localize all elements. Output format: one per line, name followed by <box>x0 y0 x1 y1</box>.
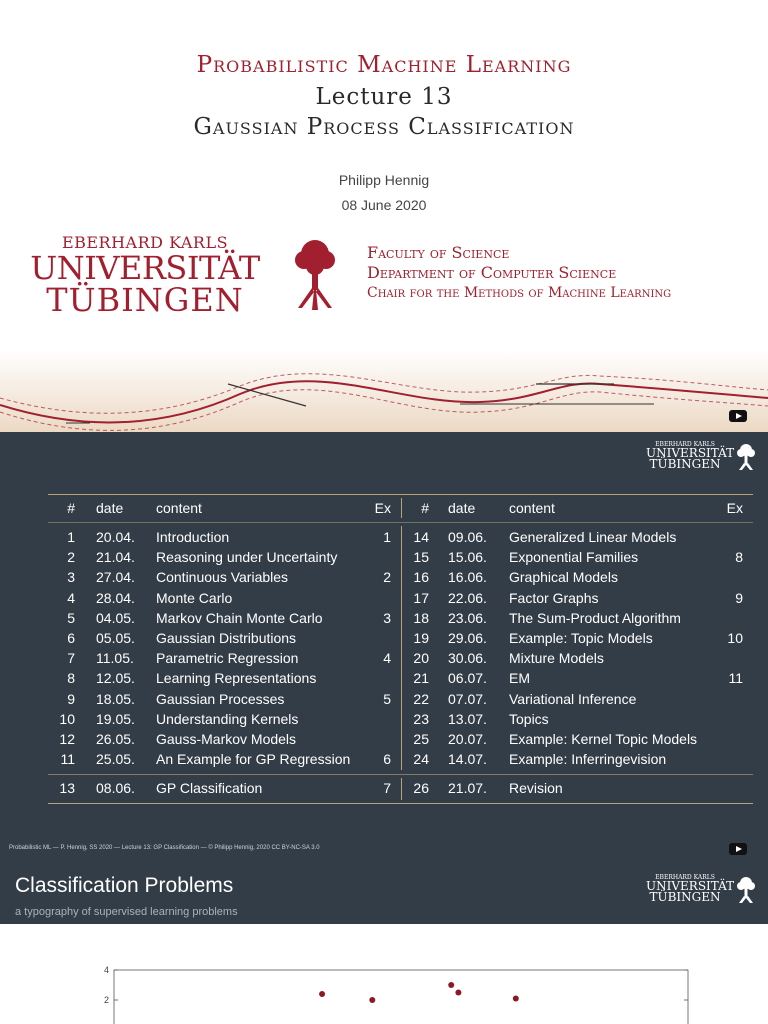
cell-date: 23.06. <box>448 609 487 626</box>
y-tick-label: 4 <box>103 965 109 975</box>
author-name: Philipp Hennig <box>338 172 430 188</box>
cell-date: 12.05. <box>96 670 135 687</box>
slide-title: Classification Problems <box>15 874 234 897</box>
cell-content: Generalized Linear Models <box>509 529 677 545</box>
cell-num: # <box>67 500 75 516</box>
cell-ex: 3 <box>383 609 391 626</box>
cell-num: 23 <box>413 710 429 727</box>
lecture-number: Lecture 13 <box>315 84 453 110</box>
cell-date: 14.07. <box>448 751 487 768</box>
cell-date: 20.04. <box>96 529 135 545</box>
cell-ex: 1 <box>383 529 391 545</box>
cell-date: 16.06. <box>448 569 487 586</box>
course-title: Probabilistic Machine Learning <box>196 52 572 78</box>
cell-content: content <box>509 500 555 516</box>
cell-ex: 11 <box>728 670 743 687</box>
cell-content: Example: Inferringevision <box>509 751 667 768</box>
cell-date: 06.07. <box>448 670 487 687</box>
cell-content: Example: Topic Models <box>509 630 653 646</box>
cell-content: Reasoning under Uncertainty <box>156 549 338 566</box>
cell-content: An Example for GP Regression <box>156 751 351 768</box>
cell-ex: 8 <box>735 549 743 566</box>
cell-num: 7 <box>67 650 75 667</box>
cell-content: Topics <box>509 710 549 727</box>
cell-content: Example: Kernel Topic Models <box>509 731 698 747</box>
university-line3: TÜBINGEN <box>46 281 244 319</box>
cell-date: 08.06. <box>96 780 135 796</box>
tree-logo-icon <box>736 443 756 471</box>
cell-content: EM <box>509 670 530 687</box>
gp-decoration-graphic <box>0 350 768 432</box>
cell-num: 9 <box>67 690 75 707</box>
cell-date: 21.07. <box>448 780 487 796</box>
scatter-point <box>455 990 461 996</box>
cell-content: Monte Carlo <box>156 589 233 606</box>
cell-date: 04.05. <box>96 609 135 626</box>
cell-num: 3 <box>67 569 75 586</box>
cell-date: 15.06. <box>448 549 487 566</box>
cell-num: 14 <box>413 529 429 545</box>
mini-logo-line3: TÜBINGEN <box>649 890 721 904</box>
cell-date: 29.06. <box>448 630 487 646</box>
cell-content: Gaussian Processes <box>156 690 285 707</box>
cell-ex: 7 <box>383 780 391 796</box>
department-name: Department of Computer Science <box>367 263 617 282</box>
cell-content: Understanding Kernels <box>156 710 299 727</box>
slide-subtitle: a typography of supervised learning problems <box>15 906 238 918</box>
cell-date: 28.04. <box>96 589 135 606</box>
slide-header <box>0 864 768 924</box>
cell-date: 22.06. <box>448 589 487 606</box>
lecture-date: 08 June 2020 <box>341 197 427 213</box>
table-last-row-rule <box>48 774 753 775</box>
cell-num: 6 <box>67 630 75 646</box>
cell-num: 22 <box>413 690 429 707</box>
university-logo <box>30 233 260 319</box>
cell-date: 09.06. <box>448 529 487 545</box>
slide-footer: Probabilistic ML — P. Hennig, SS 2020 — Lecture 13: GP Classification — © Philipp Hennig, 2020 CC BY-NC-SA 3.0 <box>9 845 320 851</box>
cell-ex: 4 <box>383 650 391 667</box>
cell-num: 20 <box>413 650 429 667</box>
cell-ex: 10 <box>727 630 743 646</box>
cell-date: 25.05. <box>96 751 135 768</box>
cell-content: Exponential Families <box>509 549 639 566</box>
university-line1: EBERHARD KARLS <box>61 233 229 252</box>
table-bottom-rule <box>48 803 753 804</box>
cell-content: Markov Chain Monte Carlo <box>156 609 323 626</box>
university-mini-logo <box>646 441 756 470</box>
youtube-icon[interactable] <box>729 410 747 422</box>
cell-date: date <box>96 500 124 516</box>
tree-logo-icon <box>736 876 756 904</box>
cell-date: 13.07. <box>448 710 487 727</box>
cell-content: Continuous Variables <box>156 569 289 586</box>
cell-content: GP Classification <box>156 780 263 796</box>
mini-logo-line2: UNIVERSITÄT <box>646 879 735 893</box>
cell-date: 18.05. <box>96 690 135 707</box>
cell-ex: 2 <box>383 569 391 586</box>
cell-num: 16 <box>413 569 429 586</box>
cell-date: date <box>448 500 476 516</box>
classification-slide <box>0 864 768 1024</box>
cell-content: Variational Inference <box>509 690 637 707</box>
title-slide <box>0 0 768 432</box>
cell-date: 21.04. <box>96 549 135 566</box>
youtube-icon[interactable] <box>729 843 747 855</box>
scatter-point <box>448 982 454 988</box>
cell-num: 26 <box>413 780 429 796</box>
cell-num: 12 <box>59 731 75 747</box>
cell-num: # <box>421 500 429 516</box>
university-mini-logo <box>646 874 756 903</box>
mini-logo-line1: EBERHARD KARLS <box>655 441 715 448</box>
scatter-point <box>513 996 519 1002</box>
cell-date: 30.06. <box>448 650 487 667</box>
cell-content: Gauss-Markov Models <box>156 731 297 747</box>
cell-content: Factor Graphs <box>509 589 599 606</box>
mini-logo-line1: EBERHARD KARLS <box>655 874 715 881</box>
faculty-name: Faculty of Science <box>367 243 510 262</box>
cell-content: Introduction <box>156 529 230 545</box>
mini-logo-line3: TÜBINGEN <box>649 457 721 471</box>
scatter-point <box>319 991 325 997</box>
cell-content: Gaussian Distributions <box>156 630 297 646</box>
scatter-plot <box>0 924 768 1024</box>
cell-num: 11 <box>60 751 75 768</box>
cell-content: The Sum-Product Algorithm <box>509 609 681 626</box>
tree-logo-icon <box>290 236 340 312</box>
cell-content: Graphical Models <box>509 569 618 586</box>
cell-date: 07.07. <box>448 690 487 707</box>
cell-num: 10 <box>59 710 75 727</box>
cell-content: Revision <box>509 780 563 796</box>
university-line2: UNIVERSITÄT <box>30 249 260 287</box>
scatter-point <box>369 997 375 1003</box>
cell-date: 19.05. <box>96 710 135 727</box>
cell-num: 19 <box>413 630 429 646</box>
mini-logo-line2: UNIVERSITÄT <box>646 446 735 460</box>
cell-num: 4 <box>67 589 75 606</box>
cell-num: 8 <box>67 670 75 687</box>
cell-num: 17 <box>413 589 429 606</box>
cell-content: Learning Representations <box>156 670 317 687</box>
cell-num: 25 <box>413 731 429 747</box>
cell-num: 2 <box>67 549 75 566</box>
cell-num: 5 <box>67 609 75 626</box>
cell-ex: 9 <box>735 589 743 606</box>
plot-frame <box>114 970 688 1024</box>
cell-ex: 6 <box>383 751 391 768</box>
cell-ex: Ex <box>726 500 743 516</box>
cell-num: 18 <box>413 609 429 626</box>
table-top-rule <box>48 494 753 495</box>
cell-date: 26.05. <box>96 731 135 747</box>
cell-date: 05.05. <box>96 630 135 646</box>
cell-num: 24 <box>413 751 429 768</box>
cell-num: 13 <box>59 780 75 796</box>
cell-content: Parametric Regression <box>156 650 299 667</box>
y-tick-label: 2 <box>103 995 109 1005</box>
cell-num: 21 <box>413 670 429 687</box>
table-header-rule <box>48 522 753 523</box>
cell-date: 27.04. <box>96 569 135 586</box>
cell-num: 1 <box>67 529 75 545</box>
lecture-title: Gaussian Process Classification <box>193 114 575 140</box>
cell-ex: 5 <box>383 690 391 707</box>
cell-content: Mixture Models <box>509 650 604 667</box>
cell-content: content <box>156 500 202 516</box>
cell-num: 15 <box>413 549 429 566</box>
cell-date: 11.05. <box>96 650 134 667</box>
cell-date: 20.07. <box>448 731 487 747</box>
chair-name: Chair for the Methods of Machine Learning <box>367 285 672 301</box>
cell-ex: Ex <box>374 500 391 516</box>
